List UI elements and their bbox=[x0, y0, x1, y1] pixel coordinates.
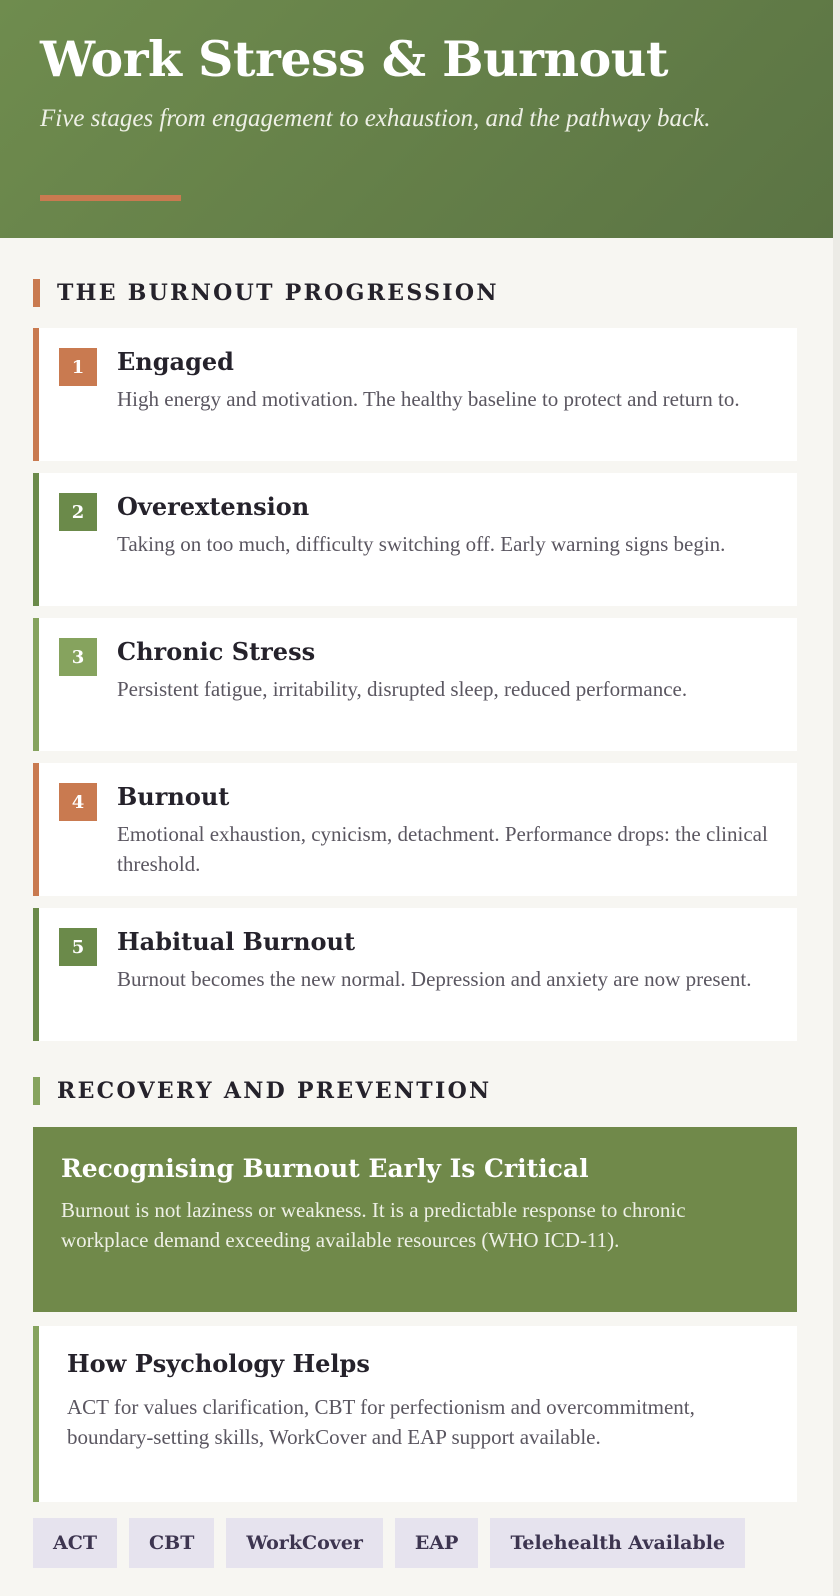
stage-number-badge: 3 bbox=[59, 638, 97, 676]
psychology-help-card bbox=[33, 1326, 797, 1502]
stage-name: Engaged bbox=[117, 347, 234, 376]
service-tags bbox=[33, 1518, 745, 1568]
progression-heading-label: THE BURNOUT PROGRESSION bbox=[57, 280, 499, 306]
stage-description: High energy and motivation. The healthy baseline to protect and return to. bbox=[117, 387, 740, 411]
page-title: Work Stress & Burnout bbox=[40, 30, 669, 88]
early-recognition-callout bbox=[33, 1127, 797, 1312]
stage-name: Habitual Burnout bbox=[117, 927, 356, 956]
stage-name: Burnout bbox=[117, 782, 230, 811]
accent-divider bbox=[40, 195, 181, 201]
stage-description: Emotional exhaustion, cynicism, detachment. Performance drops: the clinical threshold. bbox=[117, 822, 768, 876]
stage-card-engaged bbox=[33, 328, 797, 461]
stage-number-badge: 5 bbox=[59, 928, 97, 966]
progression-heading bbox=[33, 279, 499, 307]
stage-number-badge: 1 bbox=[59, 348, 97, 386]
tag-cbt: CBT bbox=[129, 1518, 214, 1568]
tag-workcover: WorkCover bbox=[226, 1518, 383, 1568]
stage-name: Overextension bbox=[117, 492, 310, 521]
stage-description: Persistent fatigue, irritability, disrupted sleep, reduced performance. bbox=[117, 677, 688, 701]
stage-card-chronic-stress bbox=[33, 618, 797, 751]
hero-header bbox=[0, 0, 833, 238]
stage-card-burnout bbox=[33, 763, 797, 896]
heading-accent-bar bbox=[33, 1077, 40, 1105]
stage-number-badge: 4 bbox=[59, 783, 97, 821]
stage-card-overextension bbox=[33, 473, 797, 606]
recovery-heading bbox=[33, 1077, 491, 1105]
stage-name: Chronic Stress bbox=[117, 637, 316, 666]
recovery-heading-label: RECOVERY AND PREVENTION bbox=[57, 1078, 492, 1104]
help-text: ACT for values clarification, CBT for perfectionism and overcommitment, boundary-setting skills, WorkCover and EAP support available. bbox=[67, 1395, 695, 1449]
heading-accent-bar bbox=[33, 279, 40, 307]
scrollbar-track[interactable] bbox=[833, 0, 840, 1596]
help-title: How Psychology Helps bbox=[67, 1349, 370, 1378]
page-subtitle: Five stages from engagement to exhaustion, and the pathway back. bbox=[40, 105, 711, 132]
stage-description: Burnout becomes the new normal. Depression and anxiety are now present. bbox=[117, 967, 752, 991]
stage-description: Taking on too much, difficulty switching off. Early warning signs begin. bbox=[117, 532, 726, 556]
callout-title: Recognising Burnout Early Is Critical bbox=[61, 1154, 589, 1183]
tag-telehealth: Telehealth Available bbox=[490, 1518, 745, 1568]
tag-eap: EAP bbox=[395, 1518, 479, 1568]
tag-act: ACT bbox=[33, 1518, 117, 1568]
callout-text: Burnout is not laziness or weakness. It is a predictable response to chronic workplace demand exceeding available resources (WHO ICD-11). bbox=[61, 1198, 686, 1252]
stage-card-habitual-burnout bbox=[33, 908, 797, 1041]
stage-number-badge: 2 bbox=[59, 493, 97, 531]
